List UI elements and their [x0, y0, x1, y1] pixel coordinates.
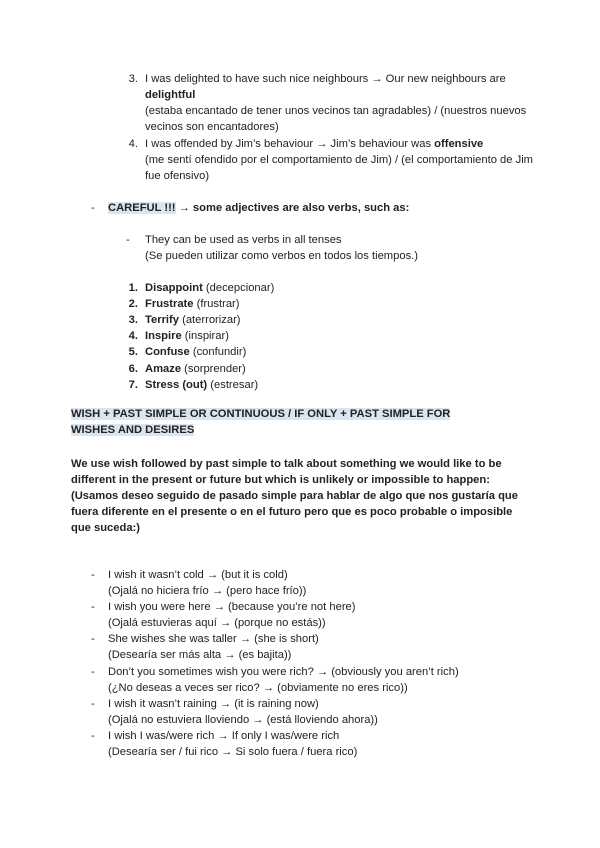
example-sentence: I was offended by Jim’s behaviour → Jim’s behaviour was [145, 138, 435, 150]
explanation [71, 456, 533, 536]
verb-word: Confuse [145, 346, 190, 359]
verb-item [145, 328, 229, 344]
verb-word: Disappoint [145, 282, 203, 294]
wish-example-en: I wish I was/were rich → If only I was/were rich [108, 730, 340, 742]
sub-bullet-en: They can be used as verbs in all tenses [145, 234, 342, 246]
verb-number: 4. [128, 330, 138, 343]
verb-number: 1. [128, 282, 138, 294]
wish-example-es: (Desearía ser / fui rico → Si solo fuera / fuera rico) [108, 746, 358, 758]
wish-example [108, 728, 548, 760]
wish-example [108, 599, 548, 631]
example-sentence: I was delighted to have such nice neighbours → Our new neighbours are [145, 73, 506, 85]
example-adjective: offensive [434, 138, 484, 150]
verb-word: Frustrate [145, 298, 194, 311]
wish-example-es: (Desearía ser más alta → (es bajita)) [108, 649, 292, 662]
section-heading-line1: WISH + PAST SIMPLE OR CONTINUOUS / IF ONLY + PAST SIMPLE FOR [71, 408, 451, 420]
wish-example-en: I wish it wasn’t cold → (but it is cold) [108, 569, 288, 581]
verb-item [145, 361, 246, 377]
wish-example [108, 696, 548, 728]
bullet-dash: - [91, 697, 95, 710]
verb-gloss: (estresar) [207, 378, 259, 391]
careful-line [108, 200, 409, 216]
verb-item [145, 344, 246, 360]
verb-item [145, 312, 241, 328]
sub-bullet-es: (Se pueden utilizar como verbos en todos los tiempos.) [145, 250, 418, 262]
list-item [145, 71, 535, 135]
explanation-en: We use wish followed by past simple to talk about something we would like to be different in the present or future but which is unlikely or impossible to happen: [71, 458, 502, 486]
list-item [145, 136, 540, 184]
example-translation: (me sentí ofendido por el comportamiento de Jim) / (el comportamiento de Jim fue ofensivo) [145, 154, 534, 182]
wish-example-es: (Ojalá no hiciera frío → (pero hace frío)) [108, 585, 307, 597]
wish-example [108, 567, 548, 599]
example-translation: (estaba encantado de tener unos vecinos tan agradables) / (nuestros nuevos vecinos son encantadores) [145, 105, 527, 133]
section-heading-line2: WISHES AND DESIRES [71, 424, 195, 436]
wish-example-en: Don’t you sometimes wish you were rich? → (obviously you aren’t rich) [108, 665, 459, 678]
verb-item [145, 377, 258, 393]
wish-example-en: I wish you were here → (because you’re not here) [108, 601, 356, 614]
explanation-es: (Usamos deseo seguido de pasado simple para hablar de algo que nos gustaría que fuera diferente en el presente o en el futuro pero que es poco probable o imposible que suceda:) [71, 490, 518, 534]
verb-gloss: (decepcionar) [202, 282, 275, 294]
bullet-dash: - [91, 569, 95, 581]
bullet-dash: - [91, 730, 95, 742]
wish-example-es: (Ojalá no estuviera lloviendo → (está lloviendo ahora)) [108, 713, 378, 726]
verb-gloss: (aterrorizar) [179, 314, 241, 327]
verb-number: 7. [128, 378, 138, 391]
verb-word: Terrify [145, 314, 179, 327]
verb-number: 2. [128, 298, 138, 311]
wish-example [108, 664, 548, 696]
bullet-dash: - [91, 601, 95, 614]
bullet-dash: - [91, 665, 95, 678]
wish-example-en: I wish it wasn’t raining → (it is raining now) [108, 697, 319, 710]
verb-number: 6. [128, 362, 138, 375]
list-number: 3. [128, 73, 138, 85]
verb-item [145, 280, 274, 296]
verb-gloss: (inspirar) [181, 330, 229, 343]
verb-gloss: (confundir) [189, 346, 247, 359]
careful-text: → some adjectives are also verbs, such as: [175, 202, 410, 214]
verb-gloss: (frustrar) [193, 298, 240, 311]
verb-word: Amaze [145, 362, 182, 375]
careful-label: CAREFUL !!! [108, 202, 176, 214]
wish-example-en: She wishes she was taller → (she is short) [108, 633, 319, 646]
wish-example [108, 631, 548, 663]
verb-word: Inspire [145, 330, 182, 343]
sub-bullet-text [145, 232, 545, 264]
bullet-dash: - [91, 202, 95, 214]
bullet-dash: - [126, 234, 130, 246]
wish-example-es: (Ojalá estuvieras aquí → (porque no estás)) [108, 617, 326, 630]
bullet-dash: - [91, 633, 95, 646]
wish-example-es: (¿No deseas a veces ser rico? → (obviamente no eres rico)) [108, 681, 408, 694]
example-adjective: delightful [145, 89, 196, 101]
list-number: 4. [128, 138, 138, 150]
verb-gloss: (sorprender) [181, 362, 246, 375]
verb-item [145, 296, 240, 312]
section-heading [71, 406, 531, 438]
verb-number: 3. [128, 314, 138, 327]
verb-number: 5. [128, 346, 138, 359]
verb-word: Stress (out) [145, 378, 208, 391]
